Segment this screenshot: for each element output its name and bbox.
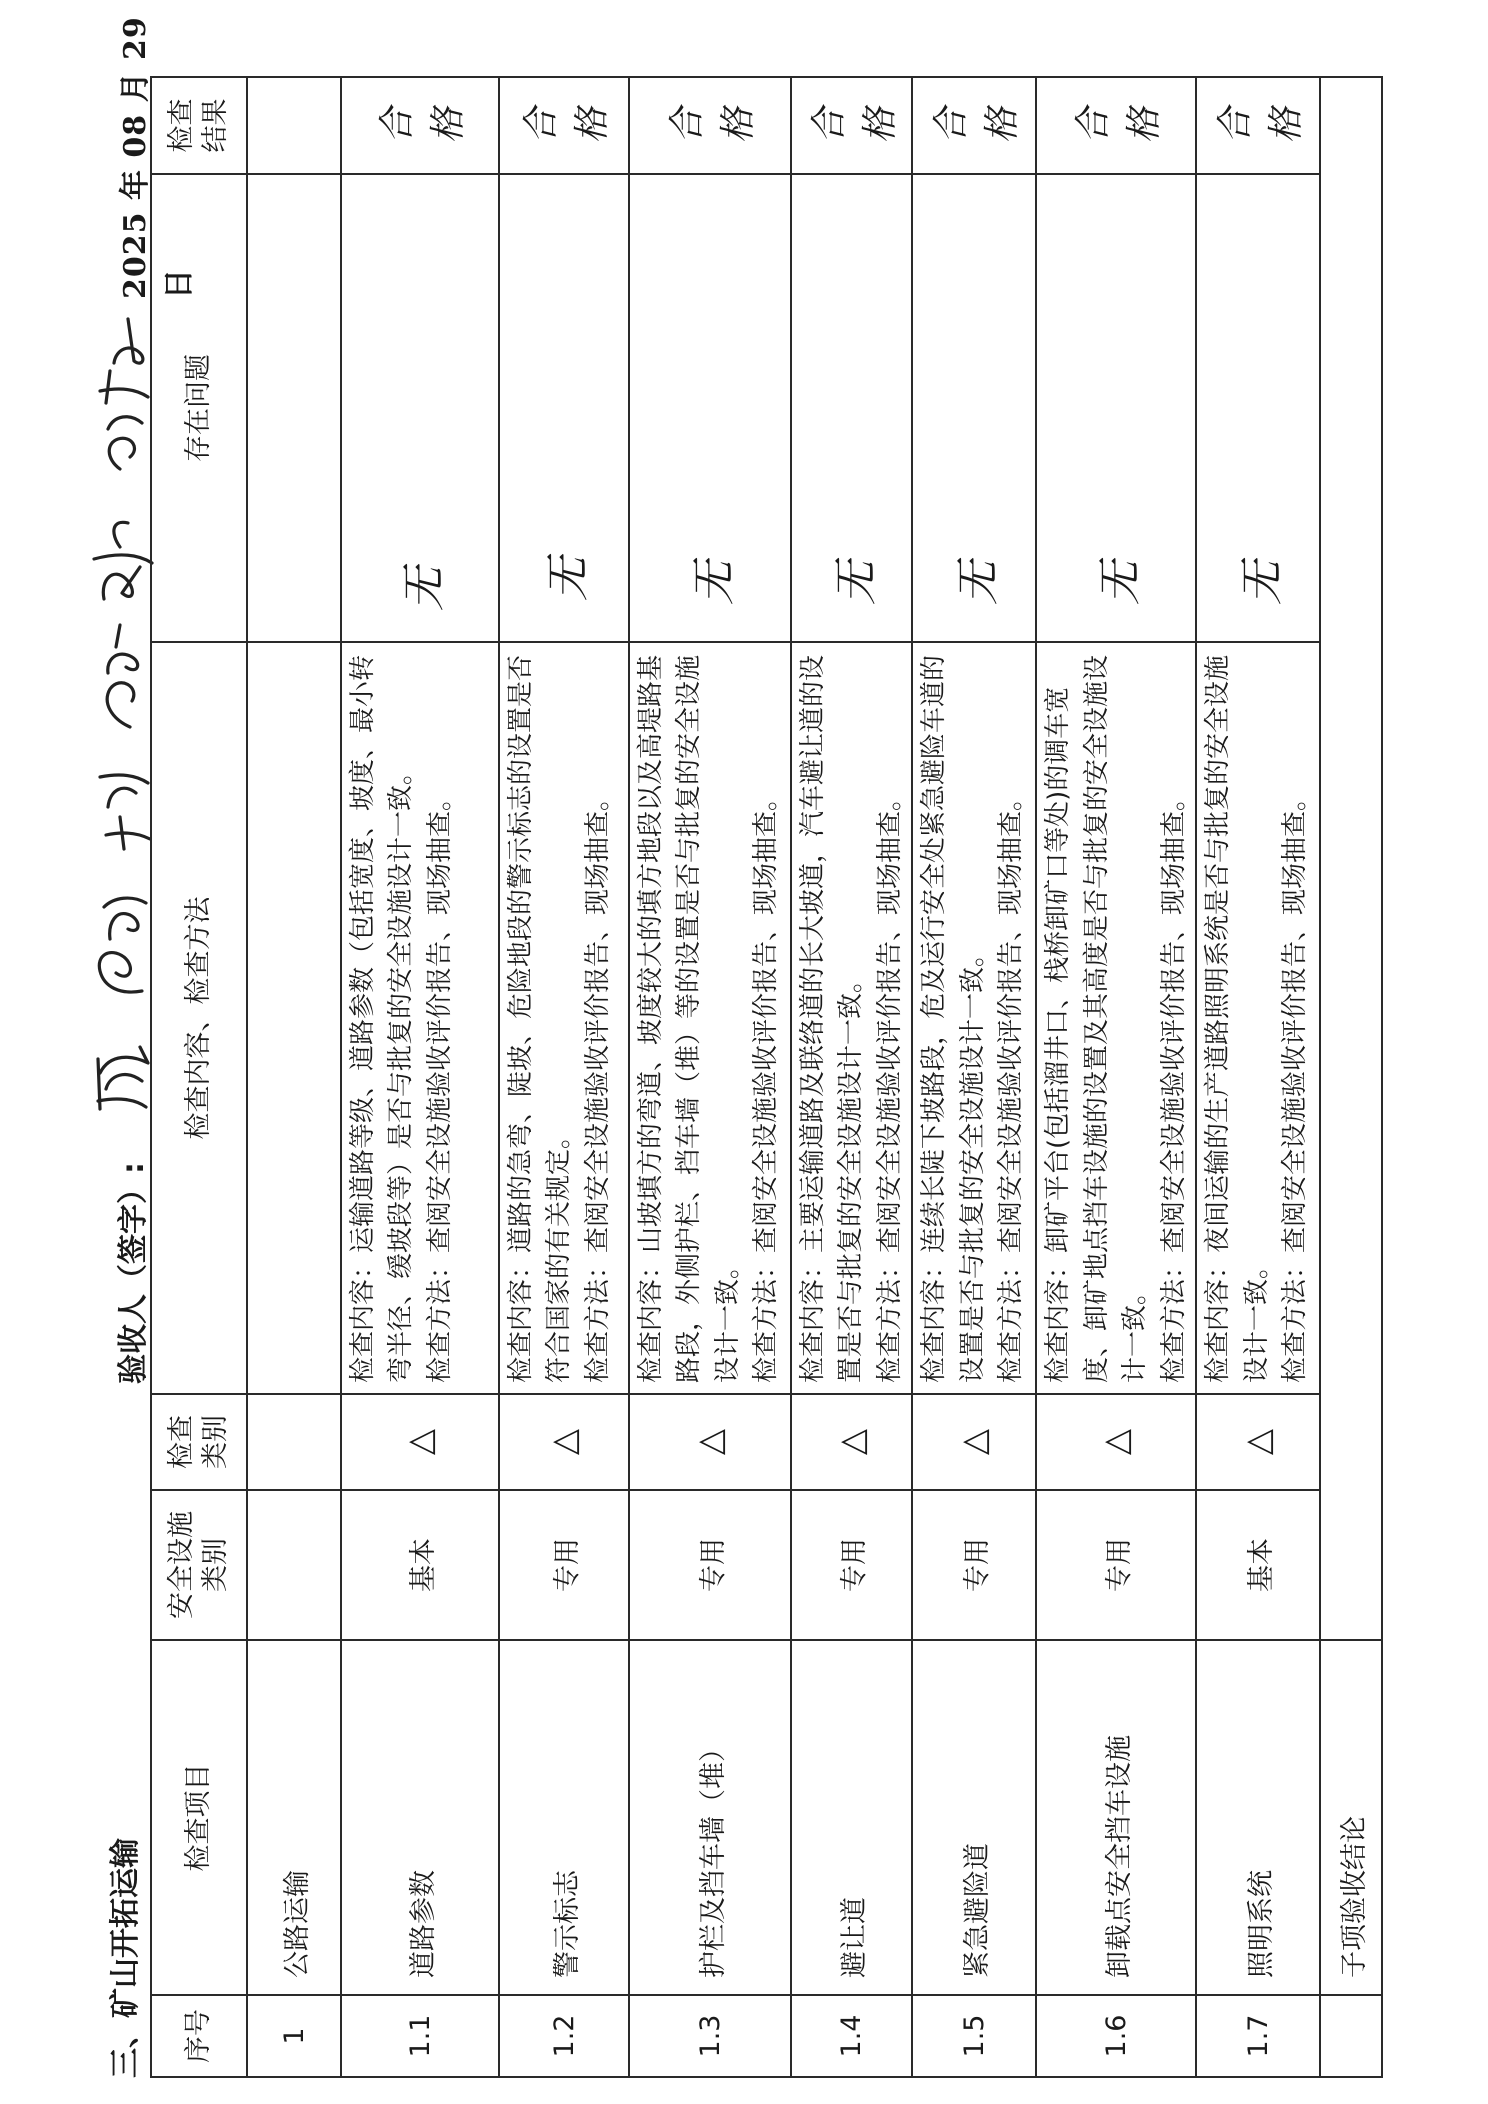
row-content-text: 检查内容：道路的急弯、陡坡、危险地段的警示标志的设置是否符合国家的有关规定。 <box>506 654 575 1383</box>
row-check-type: △ <box>1196 1394 1320 1490</box>
row-issue <box>1196 174 1320 642</box>
row-issue <box>912 174 1036 642</box>
row-issue-text: 无 <box>1095 561 1147 605</box>
empty-cell <box>247 642 341 1394</box>
header-check-type <box>151 1394 247 1490</box>
header-facility-type <box>151 1490 247 1640</box>
table-row <box>1196 77 1320 2077</box>
row-method-text: 检查方法：查阅安全设施验收评价报告、现场抽查。 <box>424 784 455 1383</box>
header-method: 检查内容、检查方法 <box>151 642 247 1394</box>
group-item: 公路运输 <box>247 1640 341 1995</box>
row-method <box>791 642 912 1394</box>
inspector-signatures <box>80 294 155 1119</box>
row-result-text: 合格 <box>377 107 469 144</box>
row-method-text: 检查方法：查阅安全设施验收评价报告、现场抽查。 <box>582 784 613 1383</box>
row-method <box>1036 642 1196 1394</box>
header-result-text: 检查结果 <box>166 98 231 153</box>
table-row <box>1036 77 1196 2077</box>
table-header-row <box>151 77 247 2077</box>
row-result <box>629 77 791 174</box>
table-row <box>341 77 499 2077</box>
conclusion-label: 子项验收结论 <box>1320 1640 1382 1995</box>
empty-cell <box>247 174 341 642</box>
row-item: 紧急避险道 <box>912 1640 1036 1995</box>
row-facility-type: 基本 <box>1196 1490 1320 1640</box>
row-content-text: 检查内容：卸矿平台(包括溜井口、栈桥卸矿口等处)的调车宽度、卸矿地点挡车设施的设置及其高度是否与批复的安全设施设计一致。 <box>1043 654 1151 1383</box>
row-issue-text: 无 <box>399 567 450 611</box>
header-issues: 存在问题 <box>151 174 247 642</box>
row-result <box>1196 77 1320 174</box>
row-content-text: 检查内容：主要运输道路及联络道的长大坡道，汽车避让道的设置是否与批复的安全设施设计一致。 <box>798 654 867 1383</box>
row-content-text: 检查内容：连续长陡下坡路段，危及运行安全处紧急避险车道的设置是否与批复的安全设施设计一致。 <box>919 654 988 1383</box>
row-issue <box>629 174 791 642</box>
row-no: 1.3 <box>629 1995 791 2077</box>
empty-cell <box>247 1490 341 1640</box>
row-result <box>791 77 912 174</box>
row-facility-type: 专用 <box>1036 1490 1196 1640</box>
group-no: 1 <box>247 1995 341 2077</box>
row-result <box>912 77 1036 174</box>
row-issue-text: 无 <box>689 561 740 605</box>
header-check-type-text: 检查类别 <box>166 1415 231 1469</box>
empty-cell <box>1320 1995 1382 2077</box>
row-method-text: 检查方法：查阅安全设施验收评价报告、现场抽查。 <box>996 784 1027 1383</box>
row-issue <box>791 174 912 642</box>
row-check-type: △ <box>629 1394 791 1490</box>
row-method <box>341 642 499 1394</box>
row-method-text: 检查方法：查阅安全设施验收评价报告、现场抽查。 <box>1158 784 1189 1383</box>
inspector-label: 验收人（签字）: <box>116 1162 151 1384</box>
header-no: 序号 <box>151 1995 247 2077</box>
row-method-text: 检查方法：查阅安全设施验收评价报告、现场抽查。 <box>1280 784 1311 1383</box>
row-no: 1.1 <box>341 1995 499 2077</box>
row-method-text: 检查方法：查阅安全设施验收评价报告、现场抽查。 <box>751 784 782 1383</box>
row-item: 照明系统 <box>1196 1640 1320 1995</box>
table-row-group <box>247 77 341 2077</box>
row-facility-type: 专用 <box>499 1490 629 1640</box>
header-result <box>151 77 247 174</box>
row-check-type: △ <box>791 1394 912 1490</box>
row-no: 1.5 <box>912 1995 1036 2077</box>
row-content-text: 检查内容：运输道路等级、道路参数（包括宽度、坡度、最小转弯半径、缓坡段等）是否与批复的安全设施设计一致。 <box>348 654 417 1383</box>
row-method <box>1196 642 1320 1394</box>
header-item: 检查项目 <box>151 1640 247 1995</box>
table-row <box>499 77 629 2077</box>
row-check-type: △ <box>499 1394 629 1490</box>
table-row <box>912 77 1036 2077</box>
row-item: 避让道 <box>791 1640 912 1995</box>
empty-cell <box>247 1394 341 1490</box>
row-result-text: 合格 <box>667 107 759 144</box>
row-content-text: 检查内容：山坡填方的弯道、坡度较大的填方地段以及高堤路基路段，外侧护栏、挡车墙（堆）等的设置是否与批复的安全设施设计一致。 <box>636 654 743 1383</box>
row-result-text: 合格 <box>931 107 1024 144</box>
row-facility-type: 基本 <box>341 1490 499 1640</box>
row-issue-text: 无 <box>830 561 882 605</box>
row-facility-type: 专用 <box>912 1490 1036 1640</box>
row-issue-text: 无 <box>543 557 594 601</box>
row-result-text: 合格 <box>1073 107 1166 144</box>
row-method <box>912 642 1036 1394</box>
table-row <box>791 77 912 2077</box>
inspection-date: 2025 年 08 月 29 日 <box>118 16 197 299</box>
row-method-text: 检查方法：查阅安全设施验收评价报告、现场抽查。 <box>874 784 905 1383</box>
table-row <box>629 77 791 2077</box>
empty-cell <box>247 77 341 174</box>
row-check-type: △ <box>912 1394 1036 1490</box>
row-result-text: 合格 <box>808 107 901 144</box>
row-item: 警示标志 <box>499 1640 629 1995</box>
row-item: 护栏及挡车墙（堆） <box>629 1640 791 1995</box>
inspection-table <box>150 76 1383 2078</box>
row-no: 1.4 <box>791 1995 912 2077</box>
row-no: 1.2 <box>499 1995 629 2077</box>
row-item: 卸载点安全挡车设施 <box>1036 1640 1196 1995</box>
row-facility-type: 专用 <box>629 1490 791 1640</box>
row-result <box>341 77 499 174</box>
conclusion-row <box>1320 77 1382 2077</box>
conclusion-value <box>1320 77 1382 1640</box>
row-item: 道路参数 <box>341 1640 499 1995</box>
row-issue <box>341 174 499 642</box>
row-method <box>499 642 629 1394</box>
header-facility-type-text: 安全设施类别 <box>166 1511 231 1619</box>
row-check-type: △ <box>341 1394 499 1490</box>
row-result-text: 合格 <box>521 107 613 144</box>
row-content-text: 检查内容：夜间运输的生产道路照明系统是否与批复的安全设施设计一致。 <box>1203 654 1272 1383</box>
row-check-type: △ <box>1036 1394 1196 1490</box>
row-no: 1.7 <box>1196 1995 1320 2077</box>
section-title: 三、矿山开拓运输 <box>108 1838 143 2078</box>
row-method <box>629 642 791 1394</box>
row-issue <box>1036 174 1196 642</box>
row-facility-type: 专用 <box>791 1490 912 1640</box>
row-result <box>499 77 629 174</box>
row-result <box>1036 77 1196 174</box>
row-result-text: 合格 <box>1215 107 1308 144</box>
row-no: 1.6 <box>1036 1995 1196 2077</box>
row-issue <box>499 174 629 642</box>
row-issue-text: 无 <box>1237 561 1289 605</box>
row-issue-text: 无 <box>953 561 1005 605</box>
